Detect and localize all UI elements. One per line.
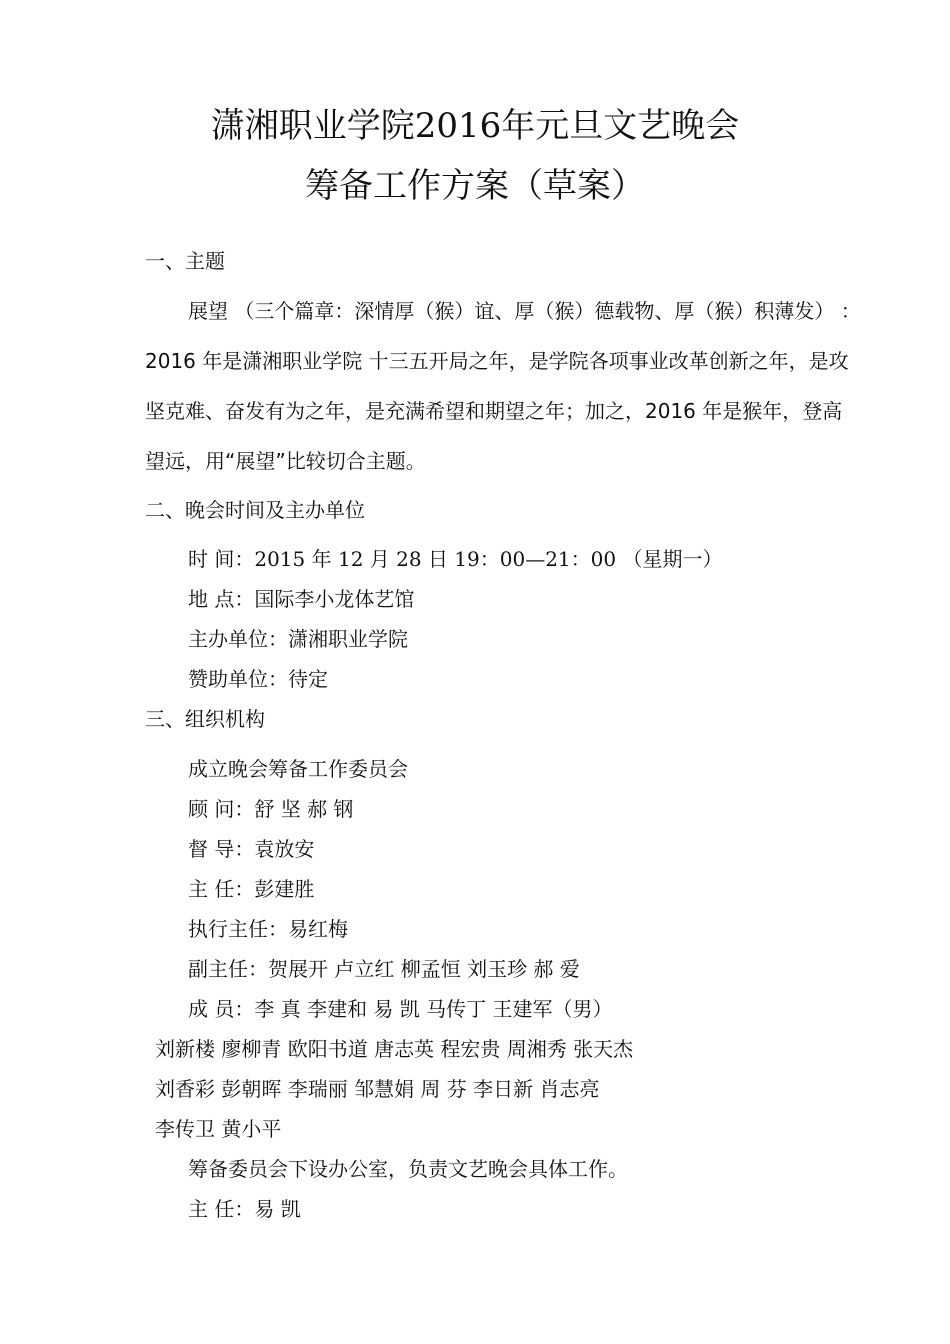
- deputy-director-line: 副主任：贺展开 卢立红 柳孟恒 刘玉珍 郝 爱: [188, 957, 580, 981]
- section1-paragraph-line: 展望 （三个篇章：深情厚（猴）谊、厚（猴）德载物、厚（猴）积薄发） ：: [188, 299, 861, 323]
- committee-intro-line: 成立晚会筹备工作委员会: [188, 757, 408, 781]
- office-director-line: 主 任：易 凯: [188, 1197, 301, 1221]
- members-continued-line: 刘香彩 彭朝晖 李瑞丽 邹慧娟 周 芬 李日新 肖志亮: [155, 1077, 600, 1101]
- advisor-line: 顾 问：舒 坚 郝 钢: [188, 797, 354, 821]
- event-venue-line: 地 点：国际李小龙体艺馆: [188, 587, 415, 611]
- section1-paragraph-line: 望远，用“展望”比较切合主题。: [145, 449, 426, 473]
- host-unit-line: 主办单位：潇湘职业学院: [188, 627, 408, 651]
- section3-heading: 三、组织机构: [145, 707, 265, 731]
- document-title-line1: 潇湘职业学院2016年元旦文艺晚会: [210, 106, 740, 146]
- director-line: 主 任：彭建胜: [188, 877, 315, 901]
- supervisor-line: 督 导：袁放安: [188, 837, 315, 861]
- office-description-line: 筹备委员会下设办公室，负责文艺晚会具体工作。: [188, 1157, 628, 1181]
- section1-heading: 一、主题: [145, 249, 225, 273]
- members-continued-line: 李传卫 黄小平: [155, 1117, 282, 1141]
- members-line: 成 员：李 真 李建和 易 凯 马传丁 王建军（男）: [188, 997, 613, 1021]
- sponsor-unit-line: 赞助单位：待定: [188, 667, 328, 691]
- section1-paragraph-line: 坚克难、奋发有为之年，是充满希望和期望之年；加之，2016 年是猴年，登高: [145, 399, 843, 423]
- section1-paragraph-line: 2016 年是潇湘职业学院 十三五开局之年，是学院各项事业改革创新之年，是攻: [145, 349, 849, 373]
- members-continued-line: 刘新楼 廖柳青 欧阳书道 唐志英 程宏贵 周湘秀 张天杰: [155, 1037, 634, 1061]
- document-title-line2: 筹备工作方案（草案）: [305, 166, 645, 206]
- section2-heading: 二、晚会时间及主办单位: [145, 498, 365, 522]
- event-time-line: 时 间：2015 年 12 月 28 日 19：00—21：00 （星期一）: [188, 547, 723, 571]
- executive-director-line: 执行主任：易红梅: [188, 917, 348, 941]
